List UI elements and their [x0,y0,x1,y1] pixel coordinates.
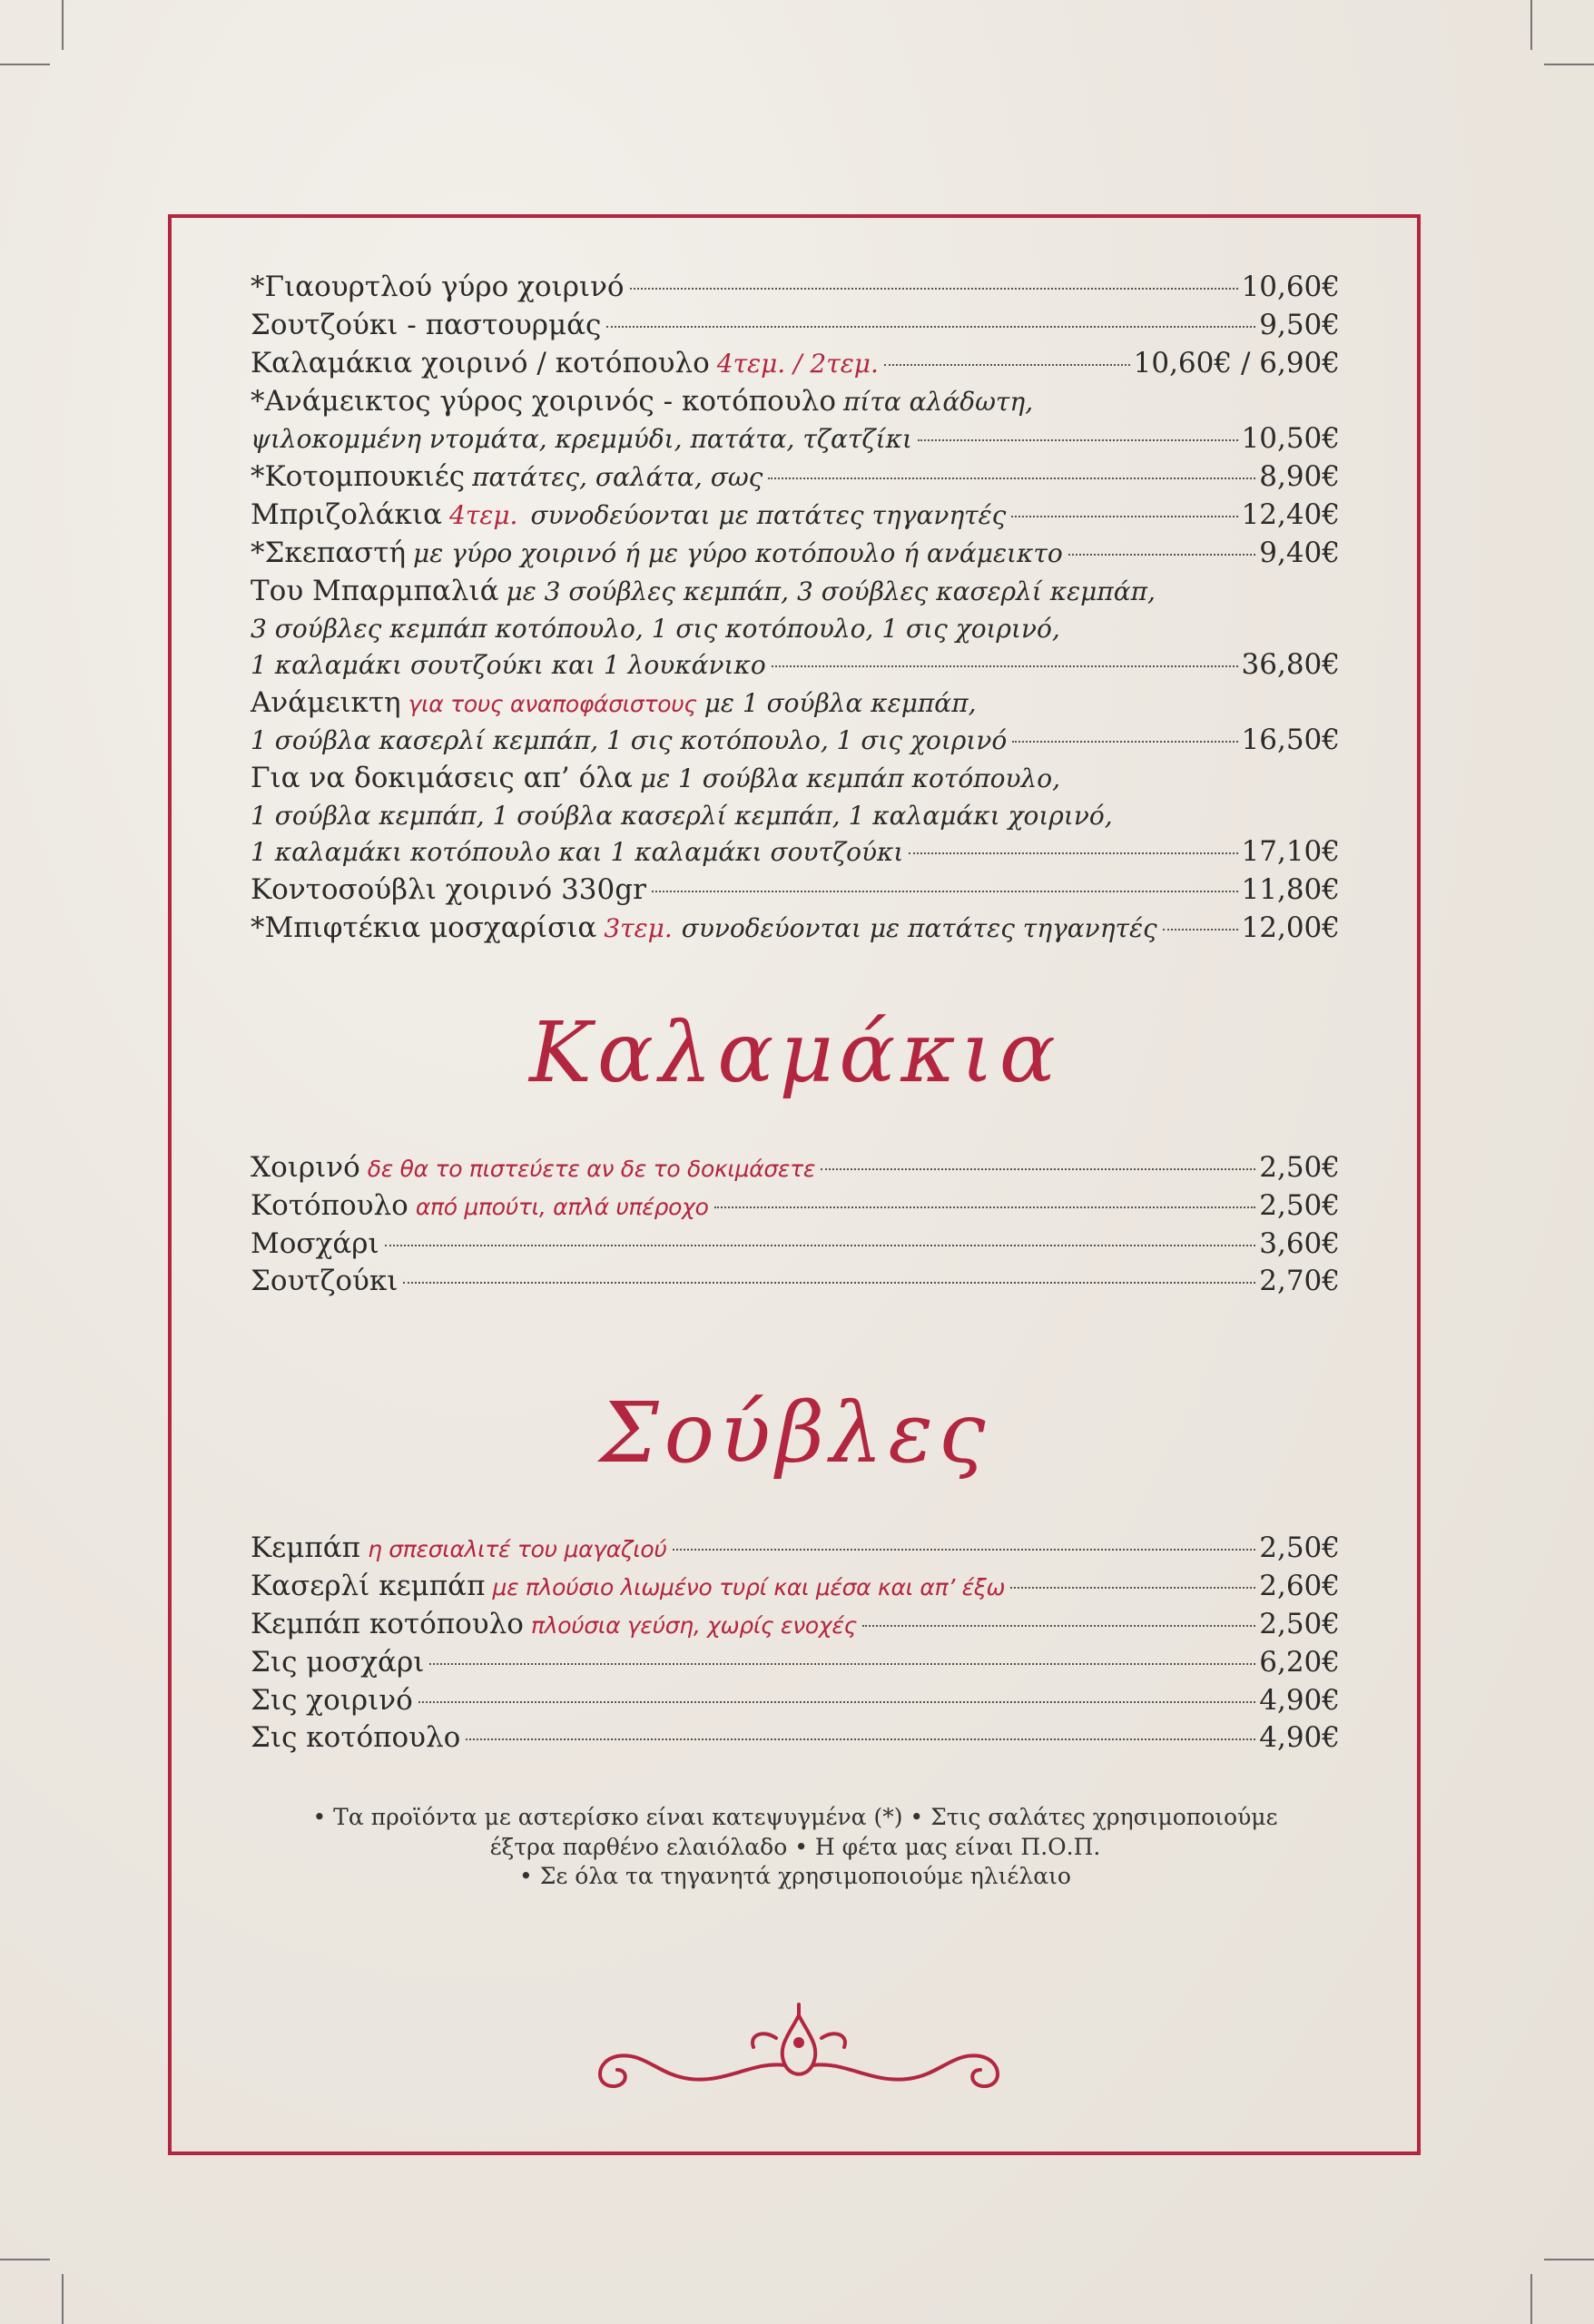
footnote-line: έξτρα παρθένο ελαιόλαδο • Η φέτα μας είναι Π.Ο.Π. [489,1833,1101,1860]
leader-dots [1068,554,1256,556]
item-price: 6,20€ [1259,1645,1340,1679]
item-tagline: δε θα το πιστεύετε αν δε το δοκιμάσετε [367,1155,816,1182]
leader-dots [862,1625,1255,1627]
item-name: Ανάμεικτη [251,685,401,719]
crop-mark [62,2274,64,2324]
item-price: 8,90€ [1259,460,1340,494]
item-name: Μοσχάρι [251,1226,379,1260]
menu-section-souvles [251,1530,1340,1758]
item-quantity: 4τεμ. [449,500,518,531]
menu-item [251,1530,1340,1568]
item-description: πατάτες, σαλάτα, σως [472,462,763,493]
item-price: 2,50€ [1259,1607,1340,1640]
item-name: Κοντοσούβλι χοιρινό 330gr [251,873,646,907]
menu-item-continuation [251,420,1340,458]
leader-dots [1163,929,1238,931]
leader-dots [714,1206,1256,1208]
item-name: Καλαμάκια χοιρινό / κοτόπουλο [251,346,710,379]
leader-dots [418,1701,1255,1703]
leader-dots [768,478,1255,479]
item-description: με γύρο χοιρινό ή με γύρο κοτόπουλο ή ανάμεικτο [413,537,1063,568]
item-name: Σις χοιρινό [251,1683,413,1717]
item-quantity: 4τεμ. / 2τεμ. [716,348,879,379]
menu-item-continuation [251,833,1340,872]
menu-item [251,1719,1340,1758]
item-description: με 3 σούβλες κεμπάπ, 3 σούβλες κασερλί κεμπάπ, [506,576,1156,606]
item-name: Κεμπάπ κοτόπουλο [251,1607,524,1640]
leader-dots [821,1168,1255,1170]
menu-item [251,910,1340,948]
menu-item [251,1187,1340,1226]
item-name: *Κοτομπουκιές [251,460,466,494]
item-price: 11,80€ [1241,873,1340,907]
item-description: 1 σούβλα κεμπάπ, 1 σούβλα κασερλί κεμπάπ, 1 καλαμάκι χοιρινό, [251,801,1113,832]
leader-dots [429,1663,1255,1665]
item-description: με 1 σούβλα κεμπάπ κοτόπουλο, [639,763,1061,794]
item-price: 17,10€ [1241,835,1340,869]
crop-mark [1530,2274,1532,2324]
item-price: 12,00€ [1241,911,1340,945]
item-name: Χοιρινό [251,1150,360,1184]
item-name: Σουτζούκι - παστουρμάς [251,308,602,341]
item-description: συνοδεύονται με πατάτες τηγανητές [530,500,1007,531]
item-price: 9,40€ [1259,536,1340,569]
item-price: 10,60€ / 6,90€ [1133,346,1340,379]
item-price: 12,40€ [1241,498,1340,532]
menu-item [251,497,1340,535]
item-price: 3,60€ [1259,1226,1340,1260]
leader-dots [403,1282,1255,1284]
crop-mark [1530,0,1532,50]
item-name: Για να δοκιμάσεις απ’ όλα [251,762,633,795]
leader-dots [652,891,1238,892]
crop-mark [1544,2259,1594,2260]
item-name: Κοτόπουλο [251,1188,408,1222]
item-quantity: 3τεμ. [604,913,673,944]
item-name: Κεμπάπ [251,1531,361,1565]
item-price: 36,80€ [1241,647,1340,681]
crop-mark [1544,64,1594,65]
item-description: με 1 σούβλα κεμπάπ, [704,687,977,718]
item-name: *Ανάμεικτος γύρος χοιρινός - κοτόπουλο [251,384,836,418]
menu-item [251,684,1340,723]
leader-dots [466,1738,1255,1740]
leader-dots [918,439,1238,441]
item-description: συνοδεύονται με πατάτες τηγανητές [681,913,1157,944]
item-price: 4,90€ [1259,1721,1340,1755]
leader-dots [1011,516,1237,517]
menu-item [251,1644,1340,1682]
menu-section-main [251,269,1340,948]
item-name: Του Μπαρμπαλιά [251,574,499,607]
item-name: *Μπιφτέκια μοσχαρίσια [251,911,597,945]
menu-item [251,535,1340,573]
item-price: 2,50€ [1259,1531,1340,1565]
footnote-line: • Τα προϊόντα με αστερίσκο είναι κατεψυγμένα (*) • Στις σαλάτες χρησιμοποιούμε [312,1804,1278,1831]
item-tagline: η σπεσιαλιτέ του μαγαζιού [368,1536,667,1563]
item-tagline: πλούσια γεύση, χωρίς ενοχές [530,1611,857,1639]
item-name: Μπριζολάκια [251,498,443,532]
menu-item [251,1606,1340,1644]
flourish-ornament-icon [572,1997,1026,2097]
crop-mark [0,2259,50,2260]
item-description: 1 καλαμάκι κοτόπουλο και 1 καλαμάκι σουτζούκι [251,837,904,868]
item-price: 10,60€ [1241,271,1340,303]
menu-item [251,1263,1340,1301]
menu-item [251,269,1340,307]
item-name: Κασερλί κεμπάπ [251,1570,486,1603]
leader-dots [1010,1587,1255,1589]
item-tagline: από μπούτι, απλά υπέροχο [415,1193,709,1220]
leader-dots [884,364,1130,366]
item-description: ψιλοκομμένη ντομάτα, κρεμμύδι, πατάτα, τζατζίκι [251,424,912,455]
item-name: Σις μοσχάρι [251,1645,425,1679]
menu-item [251,1682,1340,1720]
menu-item [251,307,1340,345]
section-heading-souvles: Σούβλες [599,1384,991,1482]
leader-dots [909,852,1237,854]
leader-dots [772,665,1238,667]
item-price: 10,50€ [1241,422,1340,456]
item-price: 2,70€ [1259,1265,1340,1298]
menu-section-kalamakia [251,1149,1340,1301]
footnotes [251,1803,1340,1892]
item-tagline: για τους αναποφάσιστους [408,690,697,717]
item-price: 2,50€ [1259,1150,1340,1184]
item-tagline: με πλούσιο λιωμένο τυρί και μέσα και απ’ έξω [492,1574,1006,1601]
item-name: Σις κοτόπουλο [251,1721,461,1755]
leader-dots [630,288,1238,290]
item-name: Σουτζούκι [251,1265,398,1298]
menu-item [251,872,1340,910]
item-description: 1 καλαμάκι σουτζούκι και 1 λουκάνικο [251,649,766,680]
menu-item [251,760,1340,798]
menu-item-continuation [251,646,1340,684]
item-name: *Γιαουρτλού γύρο χοιρινό [251,271,625,303]
menu-item [251,383,1340,421]
item-description: πίτα αλάδωτη, [843,386,1034,417]
crop-mark [62,0,64,50]
leader-dots [606,326,1255,328]
menu-item [251,1149,1340,1187]
item-price: 16,50€ [1241,724,1340,757]
leader-dots [1012,741,1237,743]
leader-dots [673,1549,1256,1551]
menu-item-continuation [251,722,1340,760]
leader-dots [385,1245,1256,1246]
menu-content [251,269,1340,1892]
item-price: 2,50€ [1259,1188,1340,1222]
menu-item [251,345,1340,383]
menu-item [251,1226,1340,1264]
crop-mark [0,64,50,65]
item-price: 2,60€ [1259,1570,1340,1603]
section-heading-kalamakia: Καλαμάκια [529,1003,1061,1101]
item-description: 3 σούβλες κεμπάπ κοτόπουλο, 1 σις κοτόπουλο, 1 σις χοιρινό, [251,613,1060,644]
item-description: 1 σούβλα κασερλί κεμπάπ, 1 σις κοτόπουλο, 1 σις χοιρινό [251,725,1008,756]
menu-item [251,1568,1340,1606]
footnote-line: • Σε όλα τα τηγανητά χρησιμοποιούμε ηλιέλαιο [519,1863,1071,1890]
menu-item [251,458,1340,497]
item-price: 4,90€ [1259,1683,1340,1717]
item-name: *Σκεπαστή [251,536,407,569]
menu-item [251,573,1340,611]
item-price: 9,50€ [1259,308,1340,341]
